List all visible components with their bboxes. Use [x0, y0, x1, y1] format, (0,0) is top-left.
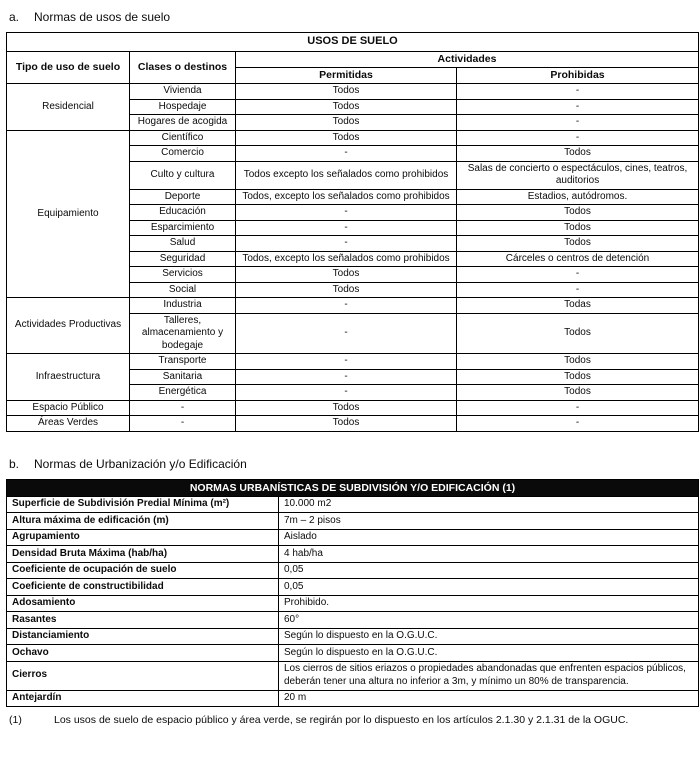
- norma-label-cell: Distanciamiento: [7, 628, 279, 645]
- prohibidas-cell: -: [457, 130, 699, 146]
- permitidas-cell: Todos, excepto los señalados como prohibidos: [236, 251, 457, 267]
- normas-urbanisticas-table: [6, 479, 699, 708]
- footnote: [6, 714, 696, 726]
- table-title-row: [7, 479, 699, 496]
- permitidas-cell: -: [236, 369, 457, 385]
- header-clases-destinos: Clases o destinos: [130, 51, 236, 83]
- permitidas-cell: -: [236, 236, 457, 252]
- prohibidas-cell: Estadios, autódromos.: [457, 189, 699, 205]
- prohibidas-cell: Todas: [457, 298, 699, 314]
- clase-destino-cell: Esparcimiento: [130, 220, 236, 236]
- clase-destino-cell: Vivienda: [130, 84, 236, 100]
- clase-destino-cell: Deporte: [130, 189, 236, 205]
- norma-label-cell: Coeficiente de constructibilidad: [7, 579, 279, 596]
- prohibidas-cell: Todos: [457, 236, 699, 252]
- norma-value-cell: Según lo dispuesto en la O.G.U.C.: [279, 645, 699, 662]
- permitidas-cell: Todos: [236, 99, 457, 115]
- permitidas-cell: Todos: [236, 115, 457, 131]
- norma-label-cell: Ochavo: [7, 645, 279, 662]
- prohibidas-cell: Todos: [457, 205, 699, 221]
- permitidas-cell: -: [236, 385, 457, 401]
- norma-label-cell: Altura máxima de edificación (m): [7, 513, 279, 530]
- prohibidas-cell: -: [457, 99, 699, 115]
- section-heading-a: [9, 10, 696, 24]
- table-row: [7, 690, 699, 707]
- prohibidas-cell: Todos: [457, 146, 699, 162]
- prohibidas-cell: -: [457, 115, 699, 131]
- header-prohibidas: Prohibidas: [457, 67, 699, 83]
- table-row: [7, 529, 699, 546]
- clase-destino-cell: -: [130, 416, 236, 432]
- clase-destino-cell: Científico: [130, 130, 236, 146]
- tipo-de-uso-cell: Espacio Público: [7, 400, 130, 416]
- table-row: [7, 400, 699, 416]
- document-page: [6, 10, 696, 726]
- prohibidas-cell: -: [457, 416, 699, 432]
- norma-value-cell: 7m – 2 pisos: [279, 513, 699, 530]
- norma-value-cell: 0,05: [279, 562, 699, 579]
- table-row: [7, 562, 699, 579]
- clase-destino-cell: Salud: [130, 236, 236, 252]
- permitidas-cell: -: [236, 313, 457, 354]
- prohibidas-cell: Todos: [457, 369, 699, 385]
- prohibidas-cell: Todos: [457, 354, 699, 370]
- permitidas-cell: Todos: [236, 416, 457, 432]
- table-title-row: [7, 33, 699, 52]
- tipo-de-uso-cell: Áreas Verdes: [7, 416, 130, 432]
- permitidas-cell: -: [236, 220, 457, 236]
- clase-destino-cell: Transporte: [130, 354, 236, 370]
- permitidas-cell: Todos: [236, 267, 457, 283]
- table-row: [7, 661, 699, 690]
- usos-table-title: USOS DE SUELO: [7, 33, 699, 52]
- norma-value-cell: Aislado: [279, 529, 699, 546]
- clase-destino-cell: Educación: [130, 205, 236, 221]
- permitidas-cell: -: [236, 354, 457, 370]
- clase-destino-cell: Seguridad: [130, 251, 236, 267]
- permitidas-cell: Todos: [236, 130, 457, 146]
- tipo-de-uso-cell: Infraestructura: [7, 354, 130, 401]
- norma-label-cell: Densidad Bruta Máxima (hab/ha): [7, 546, 279, 563]
- clase-destino-cell: Hospedaje: [130, 99, 236, 115]
- permitidas-cell: -: [236, 205, 457, 221]
- prohibidas-cell: Salas de concierto o espectáculos, cines, teatros, auditorios: [457, 161, 699, 189]
- header-tipo-de-uso: Tipo de uso de suelo: [7, 51, 130, 83]
- footnote-marker: (1): [9, 714, 22, 726]
- section-heading-b: [9, 457, 696, 471]
- clase-destino-cell: Social: [130, 282, 236, 298]
- clase-destino-cell: Hogares de acogida: [130, 115, 236, 131]
- table-row: [7, 612, 699, 629]
- norma-value-cell: 60°: [279, 612, 699, 629]
- section-a-title: Normas de usos de suelo: [34, 10, 171, 24]
- table-row: [7, 628, 699, 645]
- header-actividades: Actividades: [236, 51, 699, 67]
- norma-label-cell: Superficie de Subdivisión Predial Mínima (m²): [7, 496, 279, 513]
- footnote-text: Los usos de suelo de espacio público y área verde, se regirán por lo dispuesto en los artículos 2.1.30 y 2.1.31 de la OGUC.: [54, 714, 629, 726]
- norma-value-cell: Prohibido.: [279, 595, 699, 612]
- tipo-de-uso-cell: Actividades Productivas: [7, 298, 130, 354]
- norma-value-cell: 10.000 m2: [279, 496, 699, 513]
- norma-value-cell: 0,05: [279, 579, 699, 596]
- clase-destino-cell: Sanitaria: [130, 369, 236, 385]
- clase-destino-cell: Talleres, almacenamiento y bodegaje: [130, 313, 236, 354]
- clase-destino-cell: Comercio: [130, 146, 236, 162]
- norma-label-cell: Coeficiente de ocupación de suelo: [7, 562, 279, 579]
- table-row: [7, 84, 699, 100]
- clase-destino-cell: Culto y cultura: [130, 161, 236, 189]
- tipo-de-uso-cell: Equipamiento: [7, 130, 130, 298]
- clase-destino-cell: Industria: [130, 298, 236, 314]
- header-permitidas: Permitidas: [236, 67, 457, 83]
- permitidas-cell: Todos, excepto los señalados como prohibidos: [236, 189, 457, 205]
- permitidas-cell: -: [236, 146, 457, 162]
- norma-label-cell: Adosamiento: [7, 595, 279, 612]
- prohibidas-cell: Todos: [457, 220, 699, 236]
- table-row: [7, 298, 699, 314]
- table-row: [7, 595, 699, 612]
- norma-value-cell: 4 hab/ha: [279, 546, 699, 563]
- norma-value-cell: Según lo dispuesto en la O.G.U.C.: [279, 628, 699, 645]
- table-row: [7, 546, 699, 563]
- norma-label-cell: Rasantes: [7, 612, 279, 629]
- usos-de-suelo-table: [6, 32, 699, 432]
- section-b-title: Normas de Urbanización y/o Edificación: [34, 456, 247, 471]
- tipo-de-uso-cell: Residencial: [7, 84, 130, 131]
- table-row: [7, 496, 699, 513]
- table-row: [7, 513, 699, 530]
- permitidas-cell: Todos: [236, 84, 457, 100]
- prohibidas-cell: -: [457, 400, 699, 416]
- permitidas-cell: -: [236, 298, 457, 314]
- section-b-letter: b.: [9, 456, 20, 471]
- norma-label-cell: Cierros: [7, 661, 279, 690]
- prohibidas-cell: -: [457, 267, 699, 283]
- table-row: [7, 579, 699, 596]
- norma-value-cell: Los cierros de sitios eriazos o propiedades abandonadas que enfrenten espacios públicos, deberán tener una altura no inferior a 3m, y mínimo un 80% de transparencia.: [279, 661, 699, 690]
- table-row: [7, 354, 699, 370]
- section-a-letter: a.: [9, 10, 20, 24]
- prohibidas-cell: Todos: [457, 385, 699, 401]
- norma-value-cell: 20 m: [279, 690, 699, 707]
- permitidas-cell: Todos excepto los señalados como prohibidos: [236, 161, 457, 189]
- prohibidas-cell: -: [457, 84, 699, 100]
- prohibidas-cell: -: [457, 282, 699, 298]
- norma-label-cell: Agrupamiento: [7, 529, 279, 546]
- normas-table-title: NORMAS URBANÍSTICAS DE SUBDIVISIÓN Y/O EDIFICACIÓN (1): [7, 479, 699, 496]
- header-row-1: [7, 51, 699, 67]
- table-row: [7, 645, 699, 662]
- prohibidas-cell: Todos: [457, 313, 699, 354]
- table-row: [7, 130, 699, 146]
- clase-destino-cell: Servicios: [130, 267, 236, 283]
- normas-table-body: [7, 496, 699, 707]
- clase-destino-cell: Energética: [130, 385, 236, 401]
- clase-destino-cell: -: [130, 400, 236, 416]
- norma-label-cell: Antejardín: [7, 690, 279, 707]
- table-row: [7, 416, 699, 432]
- prohibidas-cell: Cárceles o centros de detención: [457, 251, 699, 267]
- usos-table-body: [7, 84, 699, 432]
- permitidas-cell: Todos: [236, 400, 457, 416]
- permitidas-cell: Todos: [236, 282, 457, 298]
